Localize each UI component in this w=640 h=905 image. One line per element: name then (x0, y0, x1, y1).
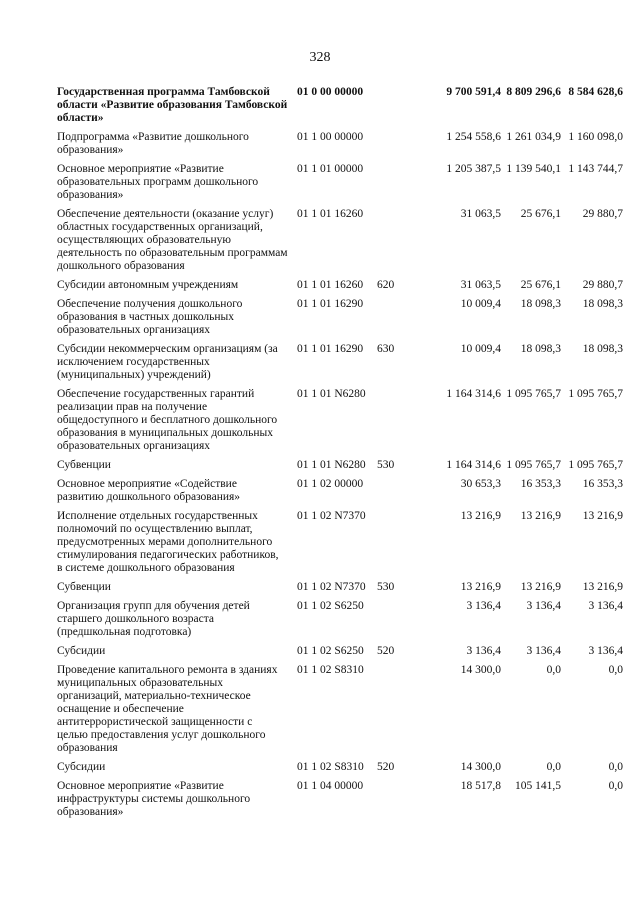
row-value-year-1: 14 300,0 (460, 664, 501, 676)
table-row (57, 478, 623, 504)
table-row (57, 664, 623, 755)
row-value-year-3: 16 353,3 (582, 478, 623, 490)
row-code: 01 1 01 16260 (297, 279, 364, 291)
row-code: 01 1 02 S8310 (297, 761, 364, 773)
table-row (57, 131, 623, 157)
row-expense-type: 630 (377, 343, 395, 355)
row-value-year-1: 13 216,9 (460, 510, 501, 522)
table-row (57, 298, 623, 337)
row-value-year-2: 18 098,3 (520, 298, 561, 310)
row-value-year-1: 10 009,4 (460, 298, 501, 310)
row-value-year-3: 8 584 628,6 (568, 86, 623, 98)
row-expense-type: 530 (377, 581, 395, 593)
row-value-year-2: 8 809 296,6 (506, 86, 561, 98)
row-code: 01 1 04 00000 (297, 780, 364, 792)
row-value-year-3: 3 136,4 (588, 645, 623, 657)
row-value-year-3: 0,0 (608, 664, 623, 676)
row-value-year-3: 29 880,7 (582, 279, 623, 291)
row-value-year-3: 1 095 765,7 (568, 388, 623, 400)
row-value-year-1: 30 653,3 (460, 478, 501, 490)
row-code: 01 0 00 00000 (297, 86, 364, 98)
row-code: 01 1 02 S6250 (297, 600, 364, 612)
row-value-year-2: 0,0 (546, 664, 561, 676)
row-value-year-1: 3 136,4 (466, 600, 501, 612)
row-value-year-2: 3 136,4 (526, 600, 561, 612)
row-value-year-3: 18 098,3 (582, 343, 623, 355)
row-value-year-3: 0,0 (608, 780, 623, 792)
table-row (57, 510, 623, 575)
row-name: Обеспечение получения дошкольного образования в частных дошкольных образовательных организациях (57, 298, 243, 336)
row-value-year-2: 13 216,9 (520, 510, 561, 522)
row-value-year-3: 18 098,3 (582, 298, 623, 310)
table-row (57, 279, 623, 292)
row-value-year-1: 1 164 314,6 (446, 459, 501, 471)
row-name: Проведение капитального ремонта в зданиях муниципальных образовательных организаций, материально-техническое оснащение и обеспечение антитеррористической защищенности с целью предоставления услуг дошкольного образования (57, 664, 278, 754)
row-name: Обеспечение деятельности (оказание услуг) областных государственных организаций, осуществляющих образовательную деятельность по образовательным программам дошкольного образования (57, 208, 288, 272)
row-expense-type: 620 (377, 279, 395, 291)
row-value-year-3: 29 880,7 (582, 208, 623, 220)
row-value-year-2: 1 095 765,7 (506, 388, 561, 400)
row-expense-type: 530 (377, 459, 395, 471)
row-value-year-1: 1 164 314,6 (446, 388, 501, 400)
row-name: Организация групп для обучения детей старшего дошкольного возраста (предшкольная подготовка) (57, 600, 250, 638)
row-value-year-1: 1 205 387,5 (446, 163, 501, 175)
table-row (57, 600, 623, 639)
row-name: Субвенции (57, 581, 111, 593)
budget-table (57, 86, 623, 825)
row-value-year-2: 13 216,9 (520, 581, 561, 593)
row-value-year-2: 3 136,4 (526, 645, 561, 657)
row-value-year-2: 0,0 (546, 761, 561, 773)
row-expense-type: 520 (377, 645, 395, 657)
row-value-year-2: 18 098,3 (520, 343, 561, 355)
row-name: Субсидии (57, 761, 106, 773)
table-row (57, 388, 623, 453)
row-value-year-2: 105 141,5 (515, 780, 561, 792)
row-value-year-1: 14 300,0 (460, 761, 501, 773)
row-expense-type: 520 (377, 761, 395, 773)
row-value-year-2: 16 353,3 (520, 478, 561, 490)
row-code: 01 1 01 00000 (297, 163, 364, 175)
table-row (57, 343, 623, 382)
row-name: Субвенции (57, 459, 111, 471)
row-code: 01 1 02 S6250 (297, 645, 364, 657)
row-code: 01 1 02 00000 (297, 478, 364, 490)
row-name: Основное мероприятие «Развитие инфраструктуры системы дошкольного образования» (57, 780, 251, 818)
row-value-year-3: 1 095 765,7 (568, 459, 623, 471)
table-row (57, 86, 623, 125)
row-code: 01 1 01 16260 (297, 208, 364, 220)
row-name: Субсидии автономным учреждениям (57, 279, 239, 291)
row-value-year-3: 13 216,9 (582, 581, 623, 593)
row-code: 01 1 02 N7370 (297, 581, 366, 593)
row-name: Основное мероприятие «Развитие образовательных программ дошкольного образования» (57, 163, 259, 201)
row-value-year-3: 3 136,4 (588, 600, 623, 612)
table-row (57, 163, 623, 202)
row-name: Государственная программа Тамбовской области «Развитие образования Тамбовской области» (57, 86, 288, 124)
row-value-year-3: 13 216,9 (582, 510, 623, 522)
table-row (57, 645, 623, 658)
page-number: 328 (309, 50, 331, 65)
table-row (57, 780, 623, 819)
row-value-year-2: 25 676,1 (520, 208, 561, 220)
row-code: 01 1 01 16290 (297, 298, 364, 310)
row-value-year-3: 0,0 (608, 761, 623, 773)
row-name: Подпрограмма «Развитие дошкольного образования» (57, 131, 249, 156)
row-code: 01 1 01 N6280 (297, 459, 366, 471)
row-code: 01 1 02 N7370 (297, 510, 366, 522)
row-code: 01 1 02 S8310 (297, 664, 364, 676)
row-value-year-2: 1 139 540,1 (506, 163, 561, 175)
row-name: Исполнение отдельных государственных полномочий по осуществлению выплат, предусмотренных мерами дополнительного стимулирования педагогических работников, в системе дошкольного образования (57, 510, 279, 574)
table-row (57, 208, 623, 273)
row-value-year-1: 1 254 558,6 (446, 131, 501, 143)
row-value-year-1: 10 009,4 (460, 343, 501, 355)
row-code: 01 1 00 00000 (297, 131, 364, 143)
row-name: Обеспечение государственных гарантий реализации прав на получение общедоступного и бесплатного дошкольного образования в муниципальных дошкольных образовательных организациях (57, 388, 278, 452)
row-value-year-1: 31 063,5 (460, 279, 501, 291)
row-value-year-2: 1 095 765,7 (506, 459, 561, 471)
table-row (57, 581, 623, 594)
row-code: 01 1 01 16290 (297, 343, 364, 355)
table-row (57, 761, 623, 774)
row-value-year-1: 13 216,9 (460, 581, 501, 593)
row-code: 01 1 01 N6280 (297, 388, 366, 400)
row-value-year-3: 1 160 098,0 (568, 131, 623, 143)
row-name: Субсидии (57, 645, 106, 657)
row-value-year-1: 9 700 591,4 (446, 86, 501, 98)
table-row (57, 459, 623, 472)
row-value-year-1: 3 136,4 (466, 645, 501, 657)
row-value-year-1: 31 063,5 (460, 208, 501, 220)
row-value-year-1: 18 517,8 (460, 780, 501, 792)
row-name: Основное мероприятие «Содействие развитию дошкольного образования» (57, 478, 241, 503)
row-value-year-2: 25 676,1 (520, 279, 561, 291)
row-value-year-3: 1 143 744,7 (568, 163, 623, 175)
row-value-year-2: 1 261 034,9 (506, 131, 561, 143)
row-name: Субсидии некоммерческим организациям (за исключением государственных (муниципальных) учреждений) (57, 343, 278, 381)
